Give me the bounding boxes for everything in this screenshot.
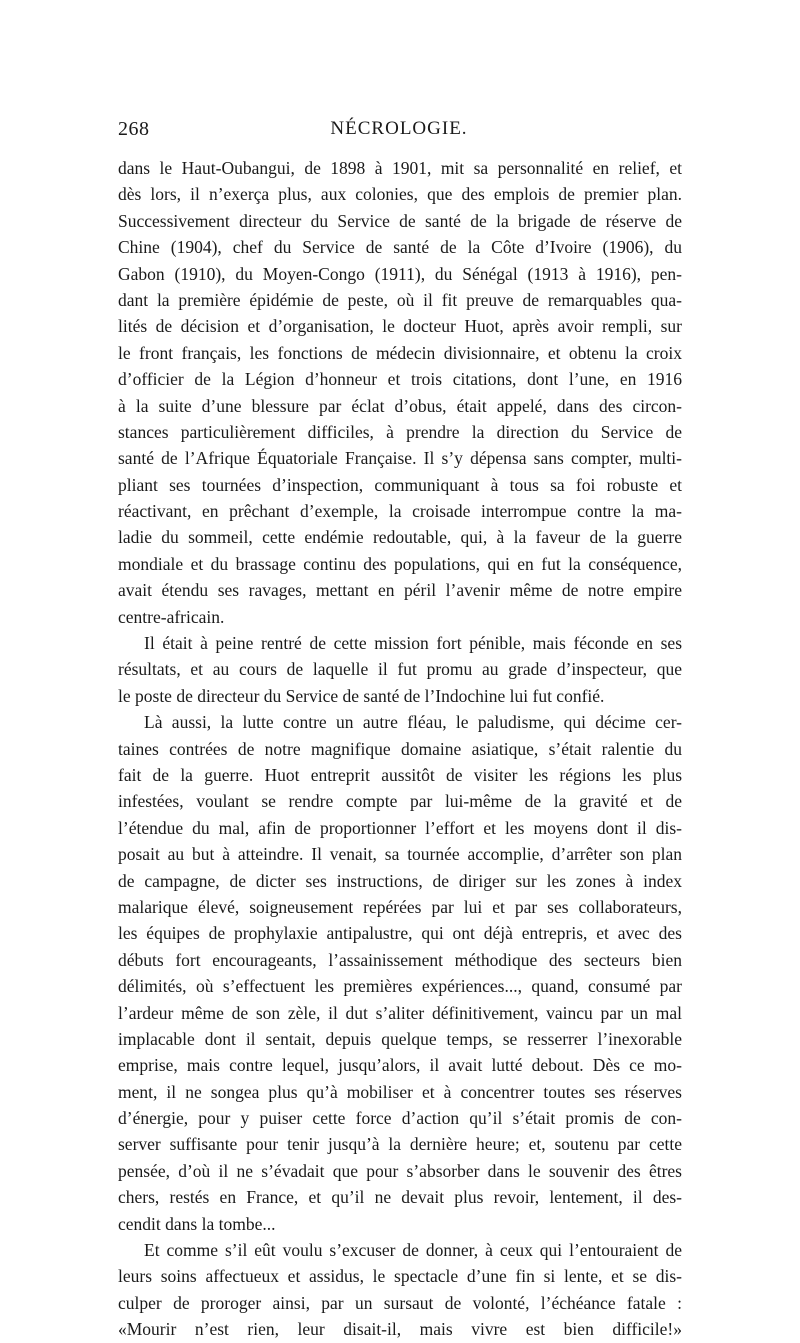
text-line: fait de la guerre. Huot entreprit aussitôt de visiter les régions les plus bbox=[118, 764, 682, 785]
text-line: d’officier de la Légion d’honneur et trois citations, dont l’une, en 1916 bbox=[118, 369, 682, 390]
text-line: Gabon (1910), du Moyen-Congo (1911), du Sénégal (1913 à 1916), pen- bbox=[118, 263, 682, 284]
text-line: leurs soins affectueux et assidus, le spectacle d’une fin si lente, et se dis- bbox=[118, 1266, 682, 1287]
text-line: dans le Haut-Oubangui, de 1898 à 1901, mit sa personnalité en relief, et bbox=[118, 158, 682, 178]
text-line: emprise, mais contre lequel, jusqu’alors, il avait lutté debout. Dès ce mo- bbox=[118, 1055, 682, 1076]
text-line: infestées, voulant se rendre compte par lui-même de la gravité et de bbox=[118, 791, 682, 812]
text-line: santé de l’Afrique Équatoriale Française. Il s’y dépensa sans compter, multi- bbox=[118, 448, 682, 469]
text-line: le poste de directeur du Service de santé de l’Indochine lui fut confié. bbox=[118, 685, 605, 706]
text-line: les équipes de prophylaxie antipalustre, qui ont déjà entrepris, et avec des bbox=[118, 923, 682, 944]
text-line: implacable dont il sentait, depuis quelque temps, se resserrer l’inexorable bbox=[118, 1028, 682, 1049]
body-text bbox=[118, 155, 682, 1343]
text-line: débuts fort encourageants, l’assainissement méthodique des secteurs bien bbox=[118, 949, 682, 970]
text-line: pliant ses tournées d’inspection, communiquant à tous sa foi robuste et bbox=[118, 474, 682, 495]
text-line: réactivant, en prêchant d’exemple, la croisade interrompue contre la ma- bbox=[118, 501, 682, 522]
text-line: chers, restés en France, et qu’il ne devait plus revoir, lentement, il des- bbox=[118, 1187, 682, 1208]
text-line: mondiale et du brassage continu des populations, qui en fut la conséquence, bbox=[118, 553, 682, 574]
text-line: l’étendue du mal, afin de proportionner l’effort et les moyens dont il dis- bbox=[118, 817, 682, 838]
running-head bbox=[118, 118, 680, 148]
text-line: dès lors, il n’exerça plus, aux colonies, que des emplois de premier plan. bbox=[118, 184, 682, 205]
text-line: de campagne, de dicter ses instructions, de diriger sur les zones à index bbox=[118, 870, 682, 891]
text-line: posait au but à atteindre. Il venait, sa tournée accomplie, d’arrêter son plan bbox=[118, 844, 682, 865]
text-line: avait étendu ses ravages, mettant en péril l’avenir même de notre empire bbox=[118, 580, 682, 601]
text-line: server suffisante pour tenir jusqu’à la dernière heure; et, soutenu par cette bbox=[118, 1134, 682, 1155]
text-line: Successivement directeur du Service de santé de la brigade de réserve de bbox=[118, 210, 682, 231]
text-line: délimités, où s’effectuent les premières expériences..., quand, consumé par bbox=[118, 976, 682, 997]
page-number: 268 bbox=[118, 118, 150, 140]
text-line: Là aussi, la lutte contre un autre fléau, le paludisme, qui décime cer- bbox=[144, 712, 682, 733]
text-line: stances particulièrement difficiles, à prendre la direction du Service de bbox=[118, 421, 682, 442]
text-line: pensée, d’où il ne s’évadait que pour s’absorber dans le souvenir des êtres bbox=[118, 1160, 682, 1181]
text-line: Et comme s’il eût voulu s’excuser de donner, à ceux qui l’entouraient de bbox=[144, 1240, 682, 1261]
text-line: à la suite d’une blessure par éclat d’obus, était appelé, dans des circon- bbox=[118, 395, 682, 416]
text-line: ladie du sommeil, cette endémie redoutable, qui, à la faveur de la guerre bbox=[118, 527, 682, 548]
text-line: résultats, et au cours de laquelle il fut promu au grade d’inspecteur, que bbox=[118, 659, 682, 680]
text-line: malarique élevé, soigneusement repérées par lui et par ses collaborateurs, bbox=[118, 896, 682, 917]
running-title: NÉCROLOGIE. bbox=[330, 118, 468, 139]
text-line: d’énergie, pour y puiser cette force d’action qu’il s’était promis de con- bbox=[118, 1108, 682, 1129]
text-line: Chine (1904), chef du Service de santé de la Côte d’Ivoire (1906), du bbox=[118, 237, 682, 258]
text-line: l’ardeur même de son zèle, il dut s’aliter définitivement, vaincu par un mal bbox=[118, 1002, 682, 1023]
text-line: culper de proroger ainsi, par un sursaut de volonté, l’échéance fatale : bbox=[118, 1292, 682, 1313]
text-line: ment, il ne songea plus qu’à mobiliser et à concentrer toutes ses réserves bbox=[118, 1081, 682, 1102]
text-line: taines contrées de notre magnifique domaine asiatique, s’était ralentie du bbox=[118, 738, 682, 759]
text-line: dant la première épidémie de peste, où il fit preuve de remarquables qua- bbox=[118, 289, 682, 310]
text-line: centre-africain. bbox=[118, 606, 225, 627]
text-line: Il était à peine rentré de cette mission fort pénible, mais féconde en ses bbox=[144, 633, 682, 654]
text-line: cendit dans la tombe... bbox=[118, 1213, 276, 1234]
text-line: «Mourir n’est rien, leur disait-il, mais vivre est bien difficile!» bbox=[118, 1319, 682, 1340]
text-line: lités de décision et d’organisation, le docteur Huot, après avoir rempli, sur bbox=[118, 316, 682, 337]
text-line: le front français, les fonctions de médecin divisionnaire, et obtenu la croix bbox=[118, 342, 682, 363]
